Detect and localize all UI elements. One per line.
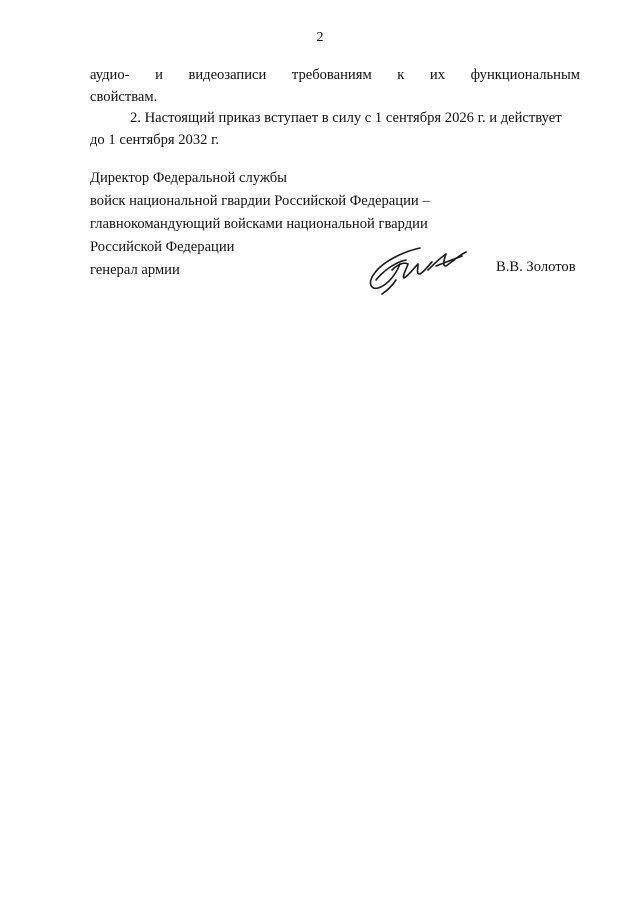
signatory-title-line-4: Российской Федерации: [90, 239, 235, 255]
paragraph-2-line-1: 2. Настоящий приказ вступает в силу с 1 сентября 2026 г. и действует: [130, 110, 562, 126]
signatory-title-line-2: войск национальной гвардии Российской Федерации –: [90, 193, 430, 209]
handwritten-signature: [362, 240, 472, 298]
paragraph-1-line-1: аудио- и видеозаписи требованиям к их функциональным: [90, 67, 580, 83]
signatory-title-line-1: Директор Федеральной службы: [90, 170, 287, 186]
paragraph-2-line-2: до 1 сентября 2032 г.: [90, 132, 220, 148]
page-number: 2: [316, 30, 324, 45]
signatory-title-line-3: главнокомандующий войсками национальной гвардии: [90, 216, 428, 232]
paragraph-1: [90, 64, 580, 108]
signatory-name: В.В. Золотов: [496, 259, 576, 275]
signatory-rank: генерал армии: [90, 262, 180, 278]
paragraph-1-line-2: свойствам.: [90, 89, 158, 105]
paragraph-2: [90, 107, 580, 151]
